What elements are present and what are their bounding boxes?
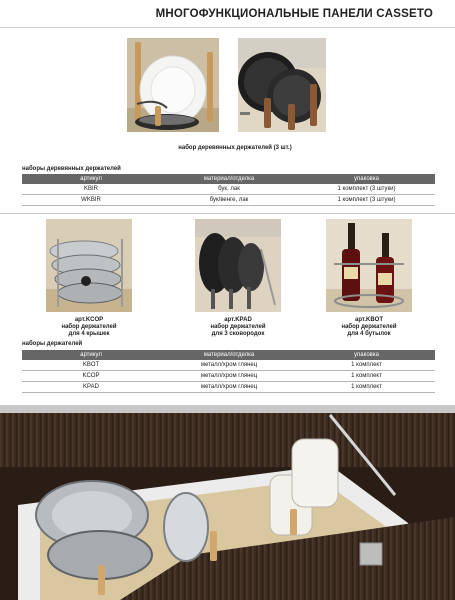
table-row (22, 371, 435, 382)
table-row (22, 360, 435, 371)
metal-holders-table (22, 350, 435, 393)
wooden-holders-plates-photo (127, 38, 219, 132)
product-caption-kcop (39, 317, 139, 339)
section-divider (0, 213, 455, 214)
column-header-material: материал/отделка (160, 350, 298, 360)
wooden-set-caption: набор деревянных держателей (3 шт.) (178, 145, 292, 151)
article-cell: KPAD (22, 382, 160, 393)
package-cell: 1 комплект (298, 360, 435, 371)
page-header (0, 0, 455, 28)
material-cell: бук, лак (160, 184, 298, 195)
page-title: МНОГОФУНКЦИОНАЛЬНЫЕ ПАНЕЛИ CASSETO (155, 8, 433, 20)
product-caption-kpad (188, 317, 288, 339)
article-cell: KBIR (22, 184, 160, 195)
product-name: набор держателей (341, 324, 397, 331)
column-header-article: артикул (22, 350, 160, 360)
product-purpose: для 4 бутылок (347, 331, 391, 338)
material-cell: металл/хром глянец (160, 371, 298, 382)
table-row (22, 184, 435, 195)
column-header-package: упаковка (298, 174, 435, 184)
table-row (22, 382, 435, 393)
column-header-package: упаковка (298, 350, 435, 360)
table-row (22, 195, 435, 206)
metal-table-title: наборы держателей (22, 341, 83, 347)
package-cell: 1 комплект (3 штуки) (298, 195, 435, 206)
package-cell: 1 комплект (3 штуки) (298, 184, 435, 195)
package-cell: 1 комплект (298, 382, 435, 393)
product-name: набор держателей (210, 324, 266, 331)
article-cell: KCOP (22, 371, 160, 382)
wooden-table-title: наборы деревянных держателей (22, 166, 121, 172)
product-purpose: для 4 крышек (68, 331, 110, 338)
product-code: арт.KPAD (224, 317, 252, 323)
column-header-material: материал/отделка (160, 174, 298, 184)
material-cell: бук/венге, лак (160, 195, 298, 206)
product-name: набор держателей (61, 324, 117, 331)
pan-holders-photo (195, 219, 281, 312)
product-code: арт.KCOP (74, 317, 104, 323)
product-code: арт.KBOT (355, 317, 383, 323)
article-cell: WKBIR (22, 195, 160, 206)
table-header-row (22, 350, 435, 360)
wooden-holders-pans-photo (238, 38, 326, 132)
table-header-row (22, 174, 435, 184)
wooden-holders-table (22, 174, 435, 206)
bottle-holders-photo (326, 219, 412, 312)
article-cell: KBOT (22, 360, 160, 371)
material-cell: металл/хром глянец (160, 382, 298, 393)
column-header-article: артикул (22, 174, 160, 184)
drawer-with-holders-photo (0, 405, 455, 600)
product-caption-kbot (319, 317, 419, 339)
lid-holders-photo (46, 219, 132, 312)
product-purpose: для 3 сковородок (211, 331, 265, 338)
package-cell: 1 комплект (298, 371, 435, 382)
material-cell: металл/хром глянец (160, 360, 298, 371)
